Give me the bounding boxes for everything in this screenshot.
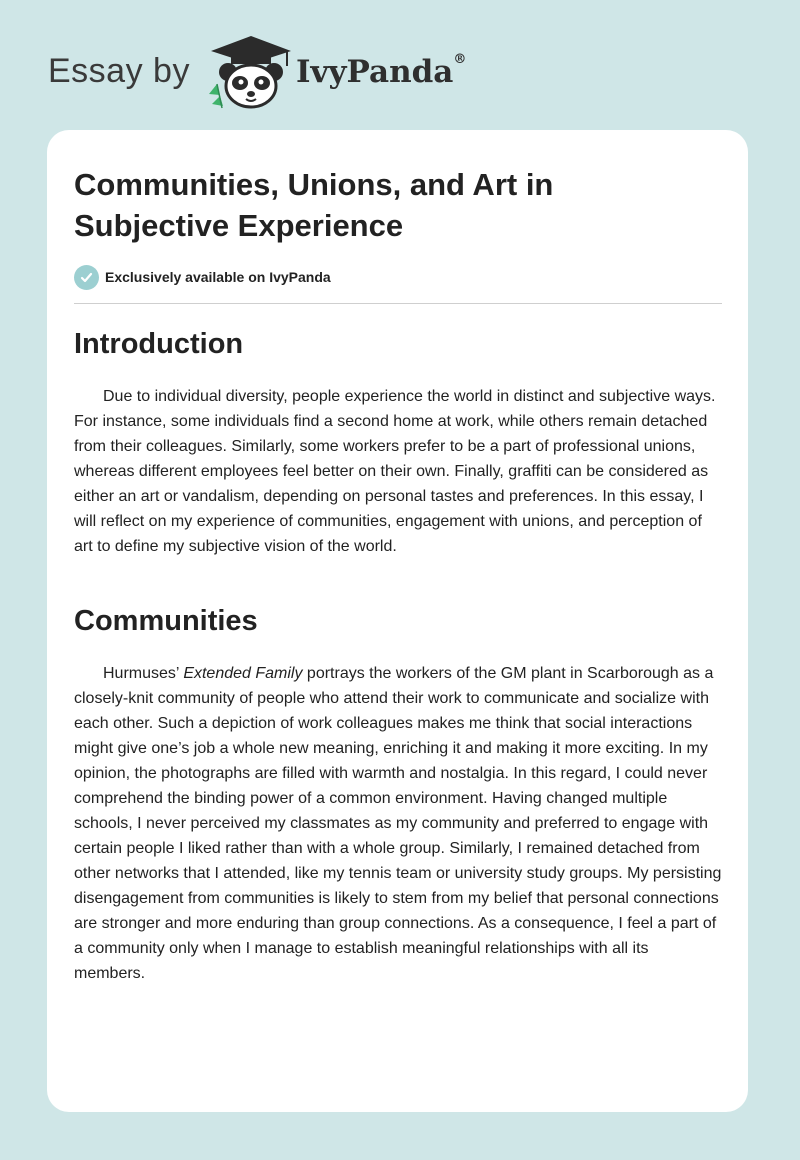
panda-graduate-logo-icon[interactable] <box>203 34 299 110</box>
brand-name[interactable]: IvyPanda® <box>296 52 467 90</box>
essay-card <box>47 130 748 1112</box>
section-heading-communities: Communities <box>74 605 258 637</box>
exclusive-badge-text: Exclusively available on IvyPanda <box>105 269 331 285</box>
communities-paragraph: Hurmuses’ Extended Family portrays the workers of the GM plant in Scarborough as a closely-knit community of people who attend their work to communicate and socialize with each other. Such a depiction of work colleagues makes me think that social interactions might give one’s job a whole new meaning, enriching it and making it more exciting. In my opinion, the photographs are filled with warmth and nostalgia. In this regard, I could never comprehend the binding power of a common environment. Having changed multiple schools, I never perceived my classmates as my community and preferred to engage with certain people I liked rather than with a whole group. Similarly, I remained detached from other networks that I attended, like my tennis team or university study groups. My persisting disengagement from communities is likely to stem from my belief that personal connections are stronger and more enduring than group connections. As a consequence, I feel a part of a community only when I manage to establish meaningful relationships with all its members. <box>74 665 722 982</box>
registered-mark: ® <box>453 52 467 67</box>
title-divider <box>74 303 722 304</box>
introduction-paragraph: Due to individual diversity, people experience the world in distinct and subjective ways. For instance, some individuals find a second home at work, while others remain detached from their colleagues. Similarly, some workers prefer to be a part of professional unions, whereas different employees feel better on their own. Finally, graffiti can be considered as either an art or vandalism, depending on personal tastes and preferences. In this essay, I will reflect on my experience of communities, engagement with unions, and perception of art to define my subjective vision of the world. <box>74 388 716 555</box>
exclusive-badge <box>74 264 331 290</box>
essay-by-label: Essay by <box>48 52 190 90</box>
check-icon <box>74 265 99 290</box>
section-heading-introduction: Introduction <box>74 328 244 360</box>
book-title: Extended Family <box>183 665 303 682</box>
essay-title: Communities, Unions, and Art in Subjective Experience <box>74 167 554 243</box>
site-header <box>48 34 548 114</box>
